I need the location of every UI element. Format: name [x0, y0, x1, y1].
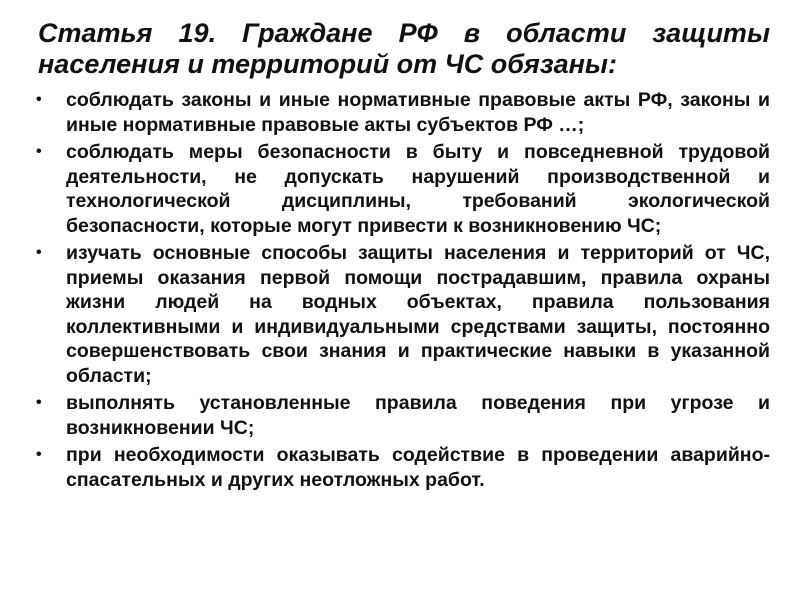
list-item [36, 88, 770, 137]
list-item [36, 391, 770, 440]
list-item-text: соблюдать законы и иные нормативные правовые акты РФ, законы и иные нормативные правовые акты субъектов РФ …; [66, 89, 770, 136]
list-item [36, 443, 770, 492]
list-item-text: при необходимости оказывать содействие в проведении аварийно-спасательных и других неотложных работ. [66, 444, 770, 491]
list-item-text: соблюдать меры безопасности в быту и повседневной трудовой деятельности, не допускать нарушений производственной и технологической дисциплины, требований экологической безопасности, которые могут привести к возникновению ЧС; [66, 141, 770, 237]
list-item-text: выполнять установленные правила поведения при угрозе и возникновении ЧС; [66, 392, 770, 439]
bullet-icon: • [36, 91, 42, 108]
list-item-text: изучать основные способы защиты населения и территорий от ЧС, приемы оказания первой помощи пострадавшим, правила охраны жизни людей на водных объектах, правила пользования коллективными и индивидуальными средствами защиты, постоянно совершенствовать свои знания и практические навыки в указанной области; [66, 242, 770, 387]
slide-title: Статья 19. Граждане РФ в области защиты населения и территорий от ЧС обязаны: [38, 18, 770, 79]
list-item [36, 140, 770, 238]
obligations-list [36, 88, 770, 495]
bullet-icon: • [36, 244, 42, 261]
bullet-icon: • [36, 143, 42, 160]
list-item [36, 241, 770, 388]
bullet-icon: • [36, 394, 42, 411]
bullet-icon: • [36, 446, 42, 463]
